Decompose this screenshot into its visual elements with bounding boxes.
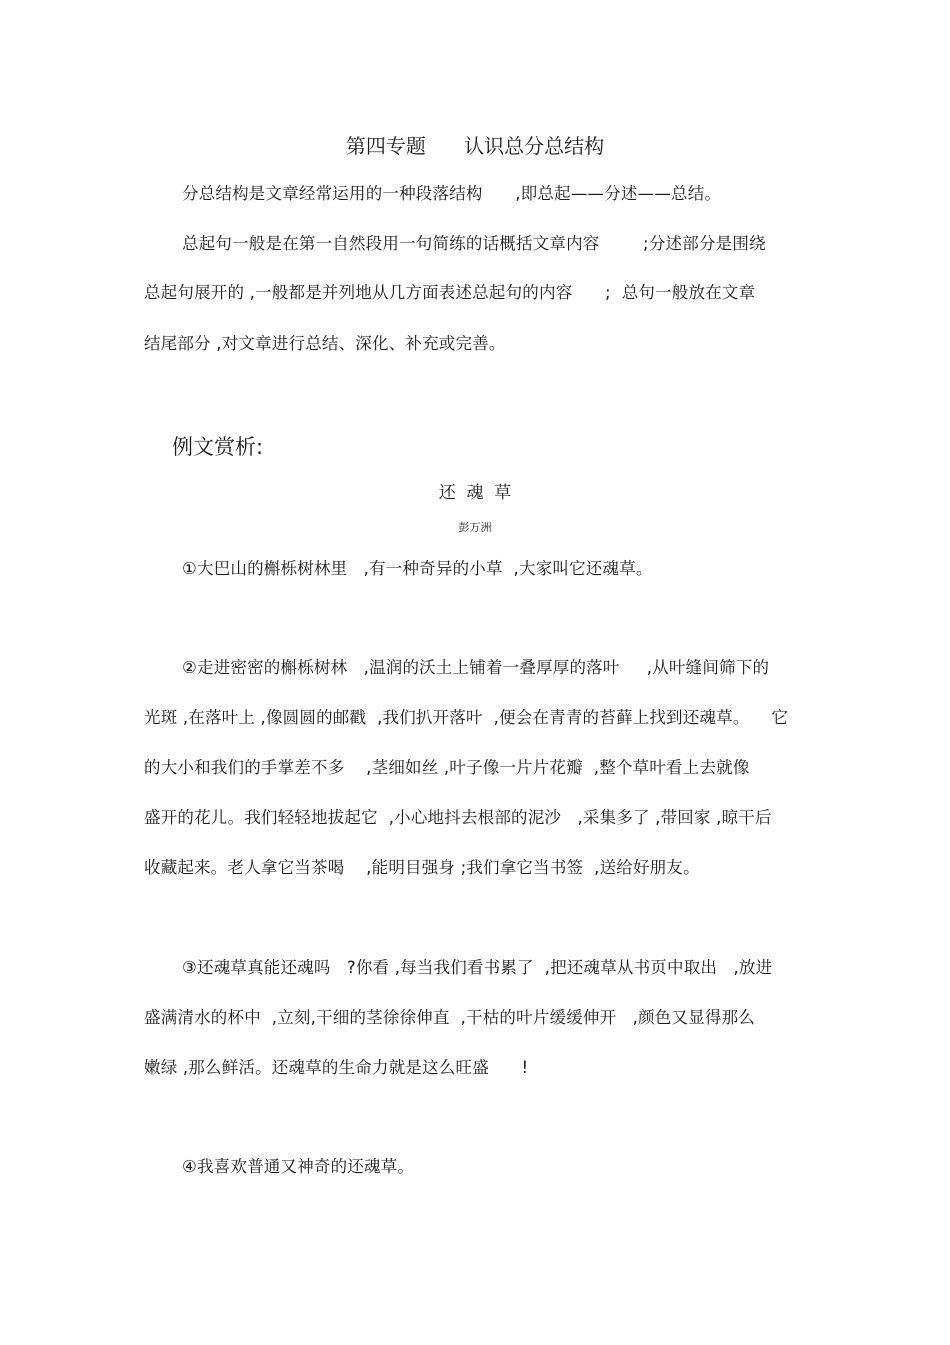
- essay-line-1: ①大巴山的槲栎树林里 ,有一种奇异的小草 ,大家叫它还魂草。: [182, 559, 653, 578]
- essay-author: 彭万洲: [458, 521, 492, 534]
- essay-line-10: ④我喜欢普通又神奇的还魂草。: [182, 1157, 415, 1176]
- essay-title: 还 魂 草: [438, 483, 512, 503]
- essay-line-6: 收藏起来。老人拿它当茶喝 ,能明目强身 ;我们拿它当书签 ,送给好朋友。: [144, 858, 700, 877]
- intro-line-2: 总起句一般是在第一自然段用一句简练的话概括文章内容 ;分述部分是围绕: [182, 234, 766, 253]
- essay-line-3: 光斑 ,在落叶上 ,像圆圆的邮戳 ,我们扒开落叶 ,便会在青青的苔藓上找到还魂草。 它: [144, 708, 789, 727]
- intro-line-4: 结尾部分 ,对文章进行总结、深化、补充或完善。: [144, 334, 506, 353]
- essay-line-2: ②走进密密的槲栎树林 ,温润的沃土上铺着一叠厚厚的落叶 ,从叶缝间筛下的: [182, 658, 770, 677]
- essay-line-9: 嫩绿 ,那么鲜活。还魂草的生命力就是这么旺盛 !: [144, 1058, 529, 1077]
- essay-line-8: 盛满清水的杯中 ,立刻,干细的茎徐徐伸直 ,干枯的叶片缓缓伸开 ,颜色又显得那么: [144, 1008, 755, 1027]
- section-heading: 例文赏析:: [172, 435, 264, 459]
- essay-line-4: 的大小和我们的手掌差不多 ,茎细如丝 ,叶子像一片片花瓣 ,整个草叶看上去就像: [144, 758, 750, 777]
- intro-line-3: 总起句展开的 ,一般都是并列地从几方面表述总起句的内容 ; 总句一般放在文章: [144, 283, 756, 302]
- essay-line-7: ③还魂草真能还魂吗 ?你看 ,每当我们看书累了 ,把还魂草从书页中取出 ,放进: [182, 958, 773, 977]
- intro-line-1: 分总结构是文章经常运用的一种段落结构 ,即总起——分述——总结。: [182, 184, 722, 203]
- essay-line-5: 盛开的花儿。我们轻轻地拔起它 ,小心地抖去根部的泥沙 ,采集多了 ,带回家 ,晾干后: [144, 808, 772, 827]
- page-title: 第四专题 认识总分总结构: [345, 134, 605, 158]
